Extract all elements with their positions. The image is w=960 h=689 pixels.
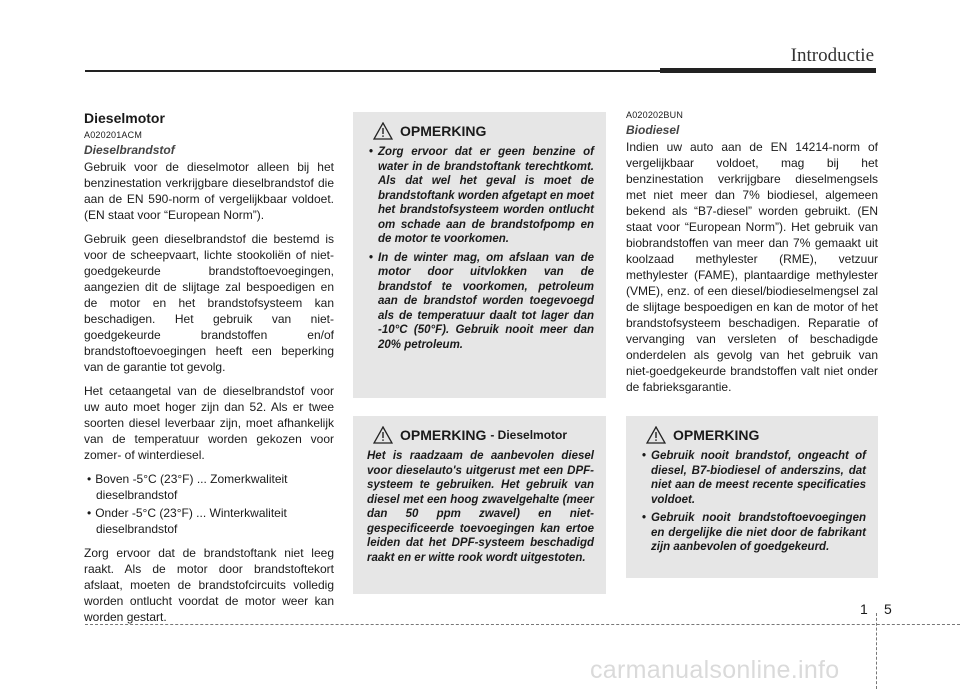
notice-box-fuel [353,112,606,398]
footer-rule [85,624,960,625]
list-item: • Gebruik nooit brandstof, ongeacht of diesel, B7-biodiesel of anderszins, dat niet aan de meest recente specificaties voldoet. [640,449,866,507]
section-code: A020201ACM [84,130,143,140]
notice-list [640,449,866,555]
page-header-title: Introductie [790,45,874,66]
notice-title-text: OPMERKING [400,427,487,443]
page-number: 5 [884,601,892,617]
notice-title [373,426,594,444]
list-item: • Gebruik nooit brandstoftoevoegingen en dergelijke die niet door de fabrikant zijn aanbevolen of goedgekeurd. [640,511,866,555]
list-item: • Onder -5°C (23°F) ... Winterkwaliteit dieselbrandstof [84,505,334,537]
chapter-number: 1 [860,601,868,617]
paragraph: Gebruik geen dieselbrandstof die bestemd is voor de scheepvaart, lichte stookoliën of niet-goedgekeurde brandstoftoevoegingen, aangezien dit de slijtage zal bespoedigen en de motor en het brandstofsysteem kan beschadigen. Het gebruik van niet-goedgekeurde brandstoffen en/of brandstoftoevoegingen heeft een beperking van de garantie tot gevolg. [84,232,334,374]
warning-triangle-icon [373,122,393,140]
header-rule-thick [660,68,876,73]
footer-divider [876,613,877,689]
warning-triangle-icon [373,426,393,444]
list-item: • Boven -5°C (23°F) ... Zomerkwaliteit dieselbrandstof [84,471,334,503]
list-item: • Zorg ervoor dat er geen benzine of water in de brandstoftank terechtkomt. Als dat wel het geval is moet de brandstoftank worden afgetapt en moet het brandstofsysteem worden ontlucht om schade aan de brandstofpomp en de motor te voorkomen. [367,145,594,247]
notice-title-text: OPMERKING [673,427,760,443]
watermark: carmanualsonline.info [590,656,840,684]
paragraph: Indien uw auto aan de EN 14214-norm of vergelijkbaar voldoet, mag bij het benzinestation verkrijgbare dieselmengsels met niet meer dan 7% biodiesel, algemeen bekend als “B7-diesel” worden gebruikt. (EN staat voor “European Norm”). Het gebruik van biobrandstoffen van meer dan 7% gemaakt uit koolzaad methylester (RME), vetzuur methylester (FAME), plantaardige methylester (VME), enz. of een diesel/biodieselmengsel zal de slijtage bespoedigen en kan de motor of het brandstofsysteem beschadigen. Reparatie of vervanging van versleten of beschadigde onderdelen als gevolg van het gebruik van niet-goedgekeurde brandstoffen valt niet onder de fabrieksgarantie. [626,140,878,394]
subheading: Dieselbrandstof [84,143,175,157]
notice-box-dpf [353,416,606,594]
temperature-list [84,471,334,537]
notice-title-text: OPMERKING [400,123,487,139]
paragraph: Zorg ervoor dat de brandstoftank niet leeg raakt. Als de motor door brandstoftekort afslaat, moeten de brandstofcircuits volledig worden ontlucht voordat de motor weer kan worden gestart. [84,546,334,624]
warning-triangle-icon [646,426,666,444]
notice-list [367,145,594,352]
notice-title-suffix: - Dieselmotor [490,428,568,442]
paragraph: Gebruik voor de dieselmotor alleen bij het benzinestation verkrijgbare dieselbrandstof die aan de EN 590-norm of vergelijkbaar voldoet. (EN staat voor “European Norm”). [84,160,334,222]
header-rule [85,70,660,72]
section-code: A020202BUN [626,110,684,120]
column-left [84,110,334,633]
section-heading: Dieselmotor [84,110,165,126]
notice-title [373,122,594,140]
list-item: • In de winter mag, om afslaan van de motor door uitvlokken van de brandstof te voorkomen, petroleum aan de brandstof worden toegevoegd als de temperatuur daalt tot lager dan -10°C (50°F). Gebruik nooit meer dan 20% petroleum. [367,251,594,353]
column-right [626,110,878,403]
paragraph: Het cetaangetal van de dieselbrandstof voor uw auto moet hoger zijn dan 52. Als er twee soorten diesel leverbaar zijn, moet afhankelijk van de temperatuur worden gekozen voor zomer- of winterdiesel. [84,384,334,462]
notice-text: Het is raadzaam de aanbevolen diesel voor dieselauto's uitgerust met een DPF-systeem te gebruiken. Het gebruik van diesel met een hoog zwavelgehalte (meer dan 50 ppm zwavel) en niet-gespecificeerde toevoegingen kan ertoe leiden dat het DPF-systeem beschadigd raakt en er witte rook wordt uitgestoten. [367,450,594,564]
notice-title [646,426,866,444]
notice-box-biodiesel [626,416,878,578]
subheading: Biodiesel [626,123,680,137]
